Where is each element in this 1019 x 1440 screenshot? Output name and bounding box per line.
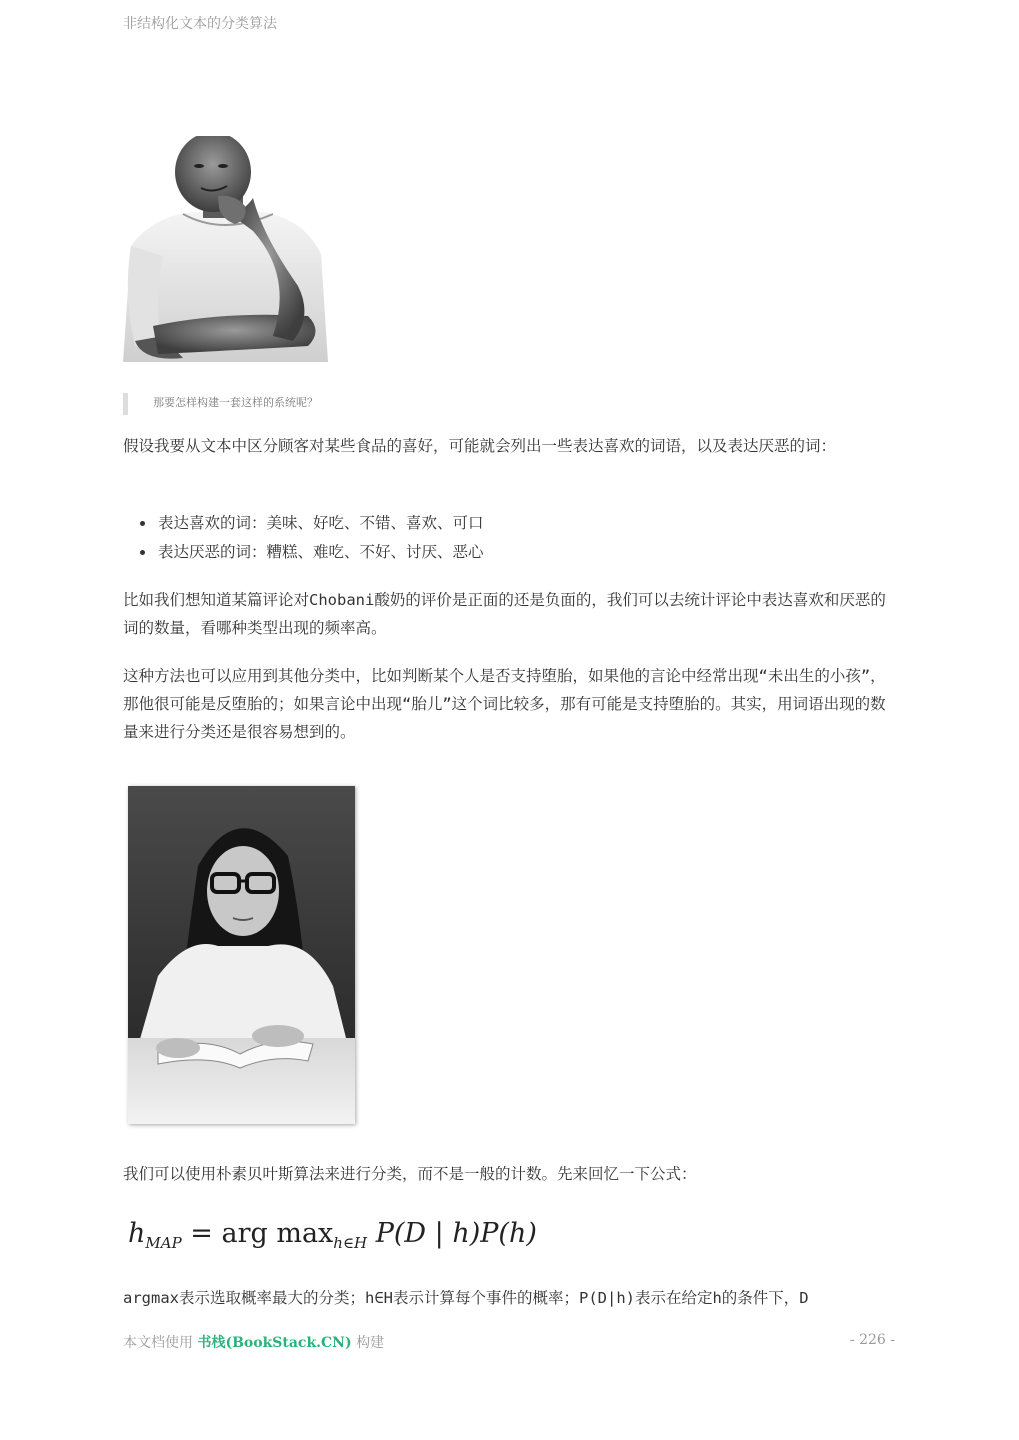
- paragraph-2: 比如我们想知道某篇评论对Chobani酸奶的评价是正面的还是负面的，我们可以去统计评论中表达喜欢和厌恶的词的数量，看哪种类型出现的频率高。: [123, 591, 886, 637]
- list-item-like-words: 表达喜欢的词：美味、好吃、不错、喜欢、可口: [123, 509, 484, 538]
- formula-operator-subscript: h∈H: [333, 1234, 368, 1252]
- blockquote: 那要怎样构建一套这样的系统呢？: [123, 393, 318, 415]
- formula-lhs: h: [128, 1218, 146, 1249]
- word-list: [123, 509, 484, 567]
- footer-suffix: 构建: [356, 1335, 385, 1351]
- formula-lhs-subscript: MAP: [145, 1234, 182, 1252]
- thinking-man-photo: [123, 136, 328, 362]
- footer-credit: [123, 1332, 384, 1352]
- list-item-dislike-words: 表达厌恶的词：糟糕、难吃、不好、讨厌、恶心: [123, 538, 484, 567]
- formula-rhs: P(D | h)P(h): [367, 1218, 537, 1249]
- paragraph-1: 假设我要从文本中区分顾客对某些食品的喜好，可能就会列出一些表达喜欢的词语，以及表达厌恶的词：: [123, 437, 837, 455]
- naive-bayes-formula: [128, 1218, 537, 1252]
- page-header-title: 非结构化文本的分类算法: [123, 16, 277, 32]
- paragraph-4: 我们可以使用朴素贝叶斯算法来进行分类，而不是一般的计数。先来回忆一下公式：: [123, 1165, 697, 1183]
- paragraph-3: 这种方法也可以应用到其他分类中，比如判断某个人是否支持堕胎，如果他的言论中经常出现“未出生的小孩”，那他很可能是反堕胎的；如果言论中出现“胎儿”这个词比较多，那有可能是支持堕胎的。其实，用词语出现的数量来进行分类还是很容易想到的。: [123, 667, 886, 741]
- reading-woman-photo: [128, 786, 355, 1124]
- paragraph-5: argmax表示选取概率最大的分类；h∈H表示计算每个事件的概率；P(D|h)表示在给定h的条件下，D: [123, 1289, 809, 1307]
- footer-brand-link[interactable]: 书栈(BookStack.CN): [197, 1335, 352, 1351]
- formula-operator: = arg max: [181, 1218, 334, 1249]
- page-number: - 226 -: [849, 1332, 895, 1348]
- footer-prefix: 本文档使用: [123, 1335, 193, 1351]
